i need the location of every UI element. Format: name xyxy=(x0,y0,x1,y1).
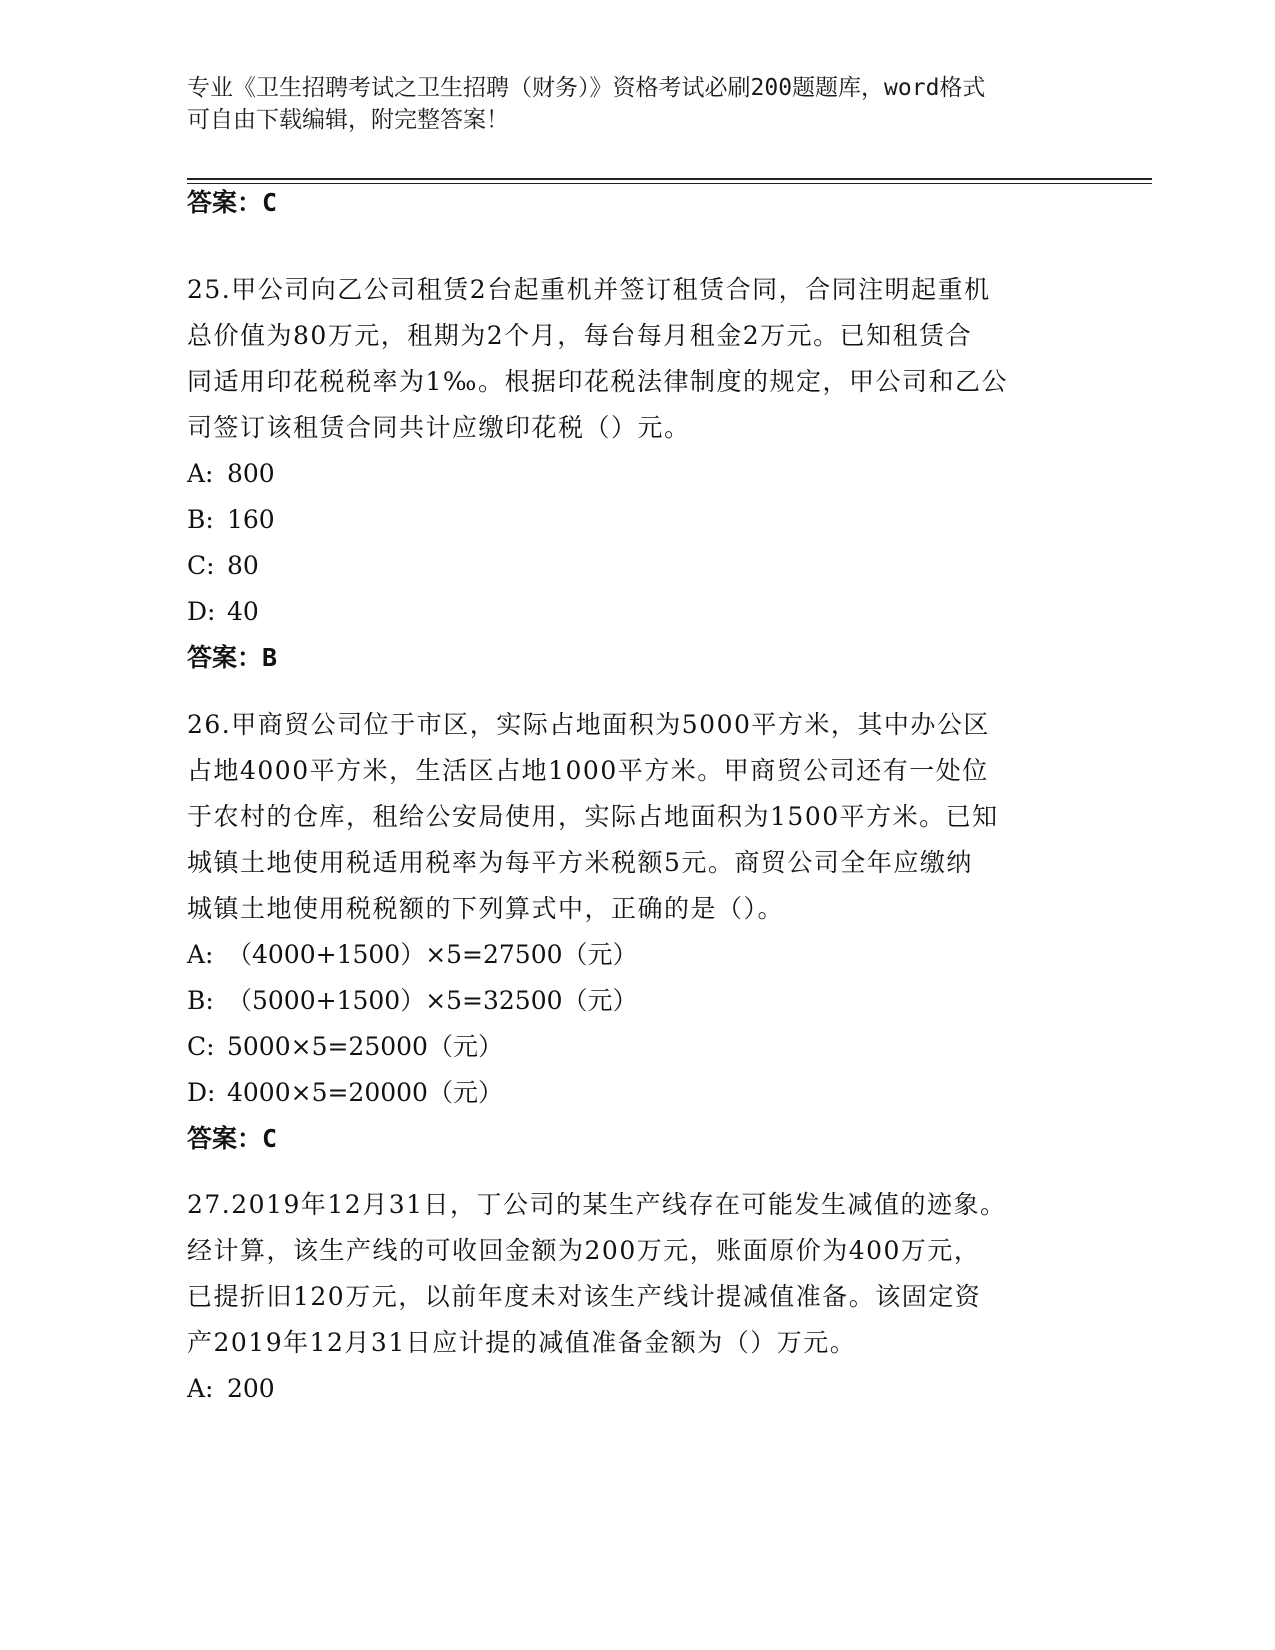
header-line-1: 专业《卫生招聘考试之卫生招聘（财务）》资格考试必刷200题题库，word格式 xyxy=(187,75,986,101)
question-text-line: 同适用印花税税率为1‰。根据印花税法律制度的规定，甲公司和乙公 xyxy=(187,367,1008,396)
option-text: （4000+1500）×5=27500（元） xyxy=(227,940,638,969)
option-text: 4000×5=20000（元） xyxy=(227,1078,503,1107)
option-letter: A: xyxy=(187,459,214,488)
option-letter: D: xyxy=(187,1078,216,1107)
question-25 xyxy=(187,267,1087,681)
option-letter: A: xyxy=(187,1374,214,1403)
option-text: 40 xyxy=(227,597,259,626)
question-text-line: 产2019年12月31日应计提的减值准备金额为（）万元。 xyxy=(187,1328,857,1357)
question-text-line: 经计算，该生产线的可收回金额为200万元，账面原价为400万元， xyxy=(187,1236,981,1265)
question-text-line: 司签订该租赁合同共计应缴印花税（）元。 xyxy=(187,413,691,442)
option-letter: D: xyxy=(187,597,216,626)
header-line-2: 可自由下载编辑，附完整答案！ xyxy=(187,107,509,133)
option-letter: B: xyxy=(187,986,214,1015)
question-text-line: 城镇土地使用税税额的下列算式中，正确的是（）。 xyxy=(187,894,785,923)
option-text: 5000×5=25000（元） xyxy=(227,1032,503,1061)
option-letter: B: xyxy=(187,505,214,534)
question-text-line: 27.2019年12月31日，丁公司的某生产线存在可能发生减值的迹象。 xyxy=(187,1190,1007,1219)
option-text: 800 xyxy=(227,459,275,488)
question-text-line: 已提折旧120万元，以前年度未对该生产线计提减值准备。该固定资 xyxy=(187,1282,982,1311)
option-c xyxy=(187,543,1087,589)
option-a xyxy=(187,451,1087,497)
question-text-line: 总价值为80万元，租期为2个月，每台每月租金2万元。已知租赁合 xyxy=(187,321,973,350)
question-27 xyxy=(187,1182,1087,1412)
option-b xyxy=(187,978,1087,1024)
question-text-line: 26.甲商贸公司位于市区，实际占地面积为5000平方米，其中办公区 xyxy=(187,710,990,739)
document-header xyxy=(187,72,1087,136)
option-text: 160 xyxy=(227,505,275,534)
option-b xyxy=(187,497,1087,543)
option-letter: C: xyxy=(187,1032,215,1061)
answer-label: 答案：C xyxy=(187,188,278,217)
answer-label: 答案：C xyxy=(187,1124,278,1153)
option-a xyxy=(187,1366,1087,1412)
option-text: 80 xyxy=(227,551,259,580)
option-c xyxy=(187,1024,1087,1070)
option-d xyxy=(187,589,1087,635)
option-letter: A: xyxy=(187,940,214,969)
option-text: 200 xyxy=(227,1374,275,1403)
previous-answer-block xyxy=(187,180,1087,226)
question-text-line: 于农村的仓库，租给公安局使用，实际占地面积为1500平方米。已知 xyxy=(187,802,999,831)
option-text: （5000+1500）×5=32500（元） xyxy=(227,986,638,1015)
question-text-line: 25.甲公司向乙公司租赁2台起重机并签订租赁合同，合同注明起重机 xyxy=(187,275,991,304)
question-26 xyxy=(187,702,1087,1162)
question-text-line: 城镇土地使用税适用税率为每平方米税额5元。商贸公司全年应缴纳 xyxy=(187,848,973,877)
answer-label: 答案：B xyxy=(187,643,278,672)
question-text-line: 占地4000平方米，生活区占地1000平方米。甲商贸公司还有一处位 xyxy=(187,756,989,785)
option-letter: C: xyxy=(187,551,215,580)
option-a xyxy=(187,932,1087,978)
option-d xyxy=(187,1070,1087,1116)
